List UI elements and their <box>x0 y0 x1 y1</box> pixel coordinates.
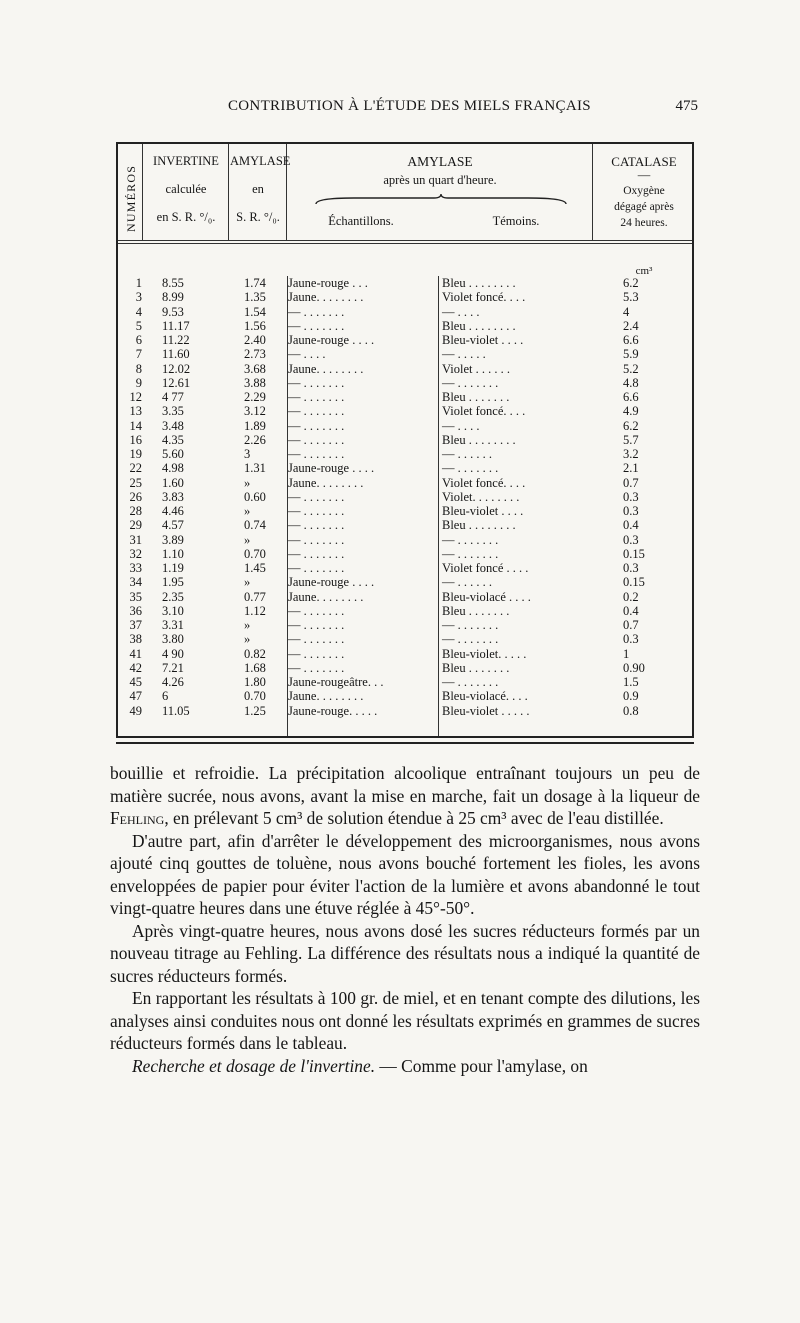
amylase-sr-value: 1.35 <box>244 290 266 305</box>
invertine-value: 8.99 <box>162 290 184 305</box>
row-number: 6 <box>135 333 142 347</box>
row-number: 28 <box>129 504 142 518</box>
col-header-amylase-sr-unit: S. R. °/₀. <box>236 210 280 224</box>
amylase-sr-value: » <box>244 618 251 632</box>
temoin-value: Bleu-violacé. . . . <box>442 689 528 704</box>
temoin-value: Bleu . . . . . . . <box>442 390 510 404</box>
row-number: 36 <box>129 603 142 618</box>
echantillon-value: — . . . . . . . <box>288 632 345 647</box>
echantillon-value: — . . . . . . . <box>288 660 345 675</box>
amylase-sr-value: 2.29 <box>244 390 266 404</box>
echantillon-value: Jaune-rouge . . . . <box>288 461 375 476</box>
echantillon-value: — . . . . . . . <box>288 561 345 575</box>
catalase-value: 0.7 <box>623 475 639 490</box>
col-header-catalase-sub: 24 heures. <box>620 217 668 229</box>
col-rule <box>228 144 229 240</box>
amylase-sr-value: » <box>244 575 251 590</box>
invertine-value: 2.35 <box>162 589 184 604</box>
paragraph: Recherche et dosage de l'invertine. — Comme pour l'amylase, on <box>132 1055 588 1076</box>
row-number: 42 <box>129 660 142 675</box>
amylase-sr-value: 3.12 <box>244 404 266 419</box>
invertine-value: 11.05 <box>162 703 190 718</box>
echantillon-value: — . . . . . . . <box>288 618 345 632</box>
temoin-value: Violet . . . . . . <box>442 361 510 376</box>
row-number: 4 <box>135 304 142 319</box>
temoin-value: Violet foncé . . . . <box>442 561 529 575</box>
row-number: 14 <box>129 418 142 433</box>
row-number: 38 <box>129 632 142 647</box>
temoin-value: Bleu . . . . . . . <box>442 603 510 618</box>
col-header-catalase-sub: Oxygène <box>623 185 665 197</box>
invertine-value: 1.95 <box>162 575 184 590</box>
catalase-value: 0.9 <box>623 689 639 704</box>
catalase-value: 0.90 <box>623 660 645 675</box>
catalase-value: 0.7 <box>623 618 639 632</box>
catalase-value: 0.15 <box>623 546 645 561</box>
invertine-value: 4.98 <box>162 461 184 476</box>
invertine-value: 11.22 <box>162 333 190 347</box>
catalase-value: 6.6 <box>623 390 639 404</box>
row-number: 7 <box>135 347 142 362</box>
row-number: 35 <box>129 589 142 604</box>
row-number: 9 <box>135 375 142 390</box>
row-number: 16 <box>129 432 142 447</box>
table-double-rule <box>116 742 694 744</box>
col-header-catalase-dash: — <box>637 168 651 182</box>
fehling-name: Fehling <box>110 808 165 828</box>
col-header-amylase-sr: AMYLASE <box>230 154 291 168</box>
row-number: 49 <box>129 703 142 718</box>
catalase-value: 0.3 <box>623 632 639 647</box>
amylase-sr-value: 1.54 <box>244 304 266 319</box>
temoin-value: Violet foncé. . . . <box>442 404 526 419</box>
amylase-sr-value: 1.45 <box>244 561 266 575</box>
catalase-value: 3.2 <box>623 447 639 461</box>
amylase-sr-value: 1.89 <box>244 418 266 433</box>
echantillon-value: — . . . . . . . <box>288 532 345 547</box>
catalase-value: 0.3 <box>623 489 639 504</box>
temoin-value: Violet foncé. . . . <box>442 475 526 490</box>
invertine-value: 11.60 <box>162 347 190 362</box>
temoin-value: — . . . . . . . <box>442 546 499 561</box>
catalase-value: 1 <box>623 646 630 661</box>
echantillon-value: Jaune. . . . . . . . <box>288 290 364 305</box>
echantillon-value: — . . . . . . . <box>288 375 345 390</box>
amylase-sr-value: 1.56 <box>244 318 266 333</box>
echantillon-value: — . . . . . . . <box>288 504 345 518</box>
row-number: 31 <box>129 532 142 547</box>
col-header-amylase-sr-sub: en <box>252 182 264 196</box>
row-number: 5 <box>135 318 142 333</box>
temoin-value: — . . . . . . . <box>442 461 499 476</box>
echantillon-value: — . . . . . . . <box>288 418 345 433</box>
echantillon-value: Jaune-rougeâtre. . . <box>288 675 384 689</box>
col-header-invertine-unit: en S. R. °/₀. <box>156 210 216 224</box>
page-number: 475 <box>675 98 698 114</box>
echantillon-value: Jaune-rouge. . . . . <box>288 703 378 718</box>
amylase-sr-value: 0.70 <box>244 689 266 704</box>
col-header-catalase-sub: dégagé après <box>614 201 674 213</box>
row-number: 12 <box>129 390 142 404</box>
data-table <box>116 142 694 738</box>
invertine-value: 6 <box>162 689 169 704</box>
invertine-value: 3.31 <box>162 618 184 632</box>
col-header-temoins: Témoins. <box>492 214 540 228</box>
catalase-value: 5.2 <box>623 361 639 376</box>
temoin-value: — . . . . <box>442 418 480 433</box>
row-number: 29 <box>129 518 142 533</box>
echantillon-value: Jaune-rouge . . . . <box>288 333 375 347</box>
echantillon-value: — . . . . . . . <box>288 603 345 618</box>
catalase-value: 0.4 <box>623 603 639 618</box>
amylase-sr-value: 1.80 <box>244 675 266 689</box>
invertine-value: 1.10 <box>162 546 184 561</box>
amylase-sr-value: 2.73 <box>244 347 266 362</box>
temoin-value: — . . . . . . <box>442 575 492 590</box>
row-number: 26 <box>129 489 142 504</box>
echantillon-value: Jaune. . . . . . . . <box>288 689 364 704</box>
echantillon-value: — . . . . . . . <box>288 546 345 561</box>
invertine-value: 8.55 <box>162 276 184 290</box>
row-number: 3 <box>135 290 142 305</box>
temoin-value: Bleu-violet . . . . <box>442 333 524 347</box>
invertine-value: 3.35 <box>162 404 184 419</box>
temoin-value: — . . . . <box>442 304 480 319</box>
catalase-value: 4.8 <box>623 375 639 390</box>
amylase-sr-value: 2.40 <box>244 333 266 347</box>
temoin-value: — . . . . . . . <box>442 675 499 689</box>
row-number: 33 <box>129 561 142 575</box>
echantillon-value: Jaune-rouge . . . . <box>288 575 375 590</box>
echantillon-value: Jaune. . . . . . . . <box>288 475 364 490</box>
amylase-sr-value: 3.88 <box>244 375 266 390</box>
row-number: 47 <box>129 689 142 704</box>
echantillon-value: — . . . . . . . <box>288 646 345 661</box>
row-number: 37 <box>129 618 142 632</box>
catalase-value: 5.7 <box>623 432 639 447</box>
echantillon-value: — . . . . . . . <box>288 447 345 461</box>
catalase-value: 6.2 <box>623 276 639 290</box>
col-header-numeros: NUMÉROS <box>124 164 138 232</box>
temoin-value: — . . . . . . . <box>442 532 499 547</box>
catalase-value: 2.4 <box>623 318 639 333</box>
temoin-value: — . . . . . . . <box>442 618 499 632</box>
temoin-value: Bleu . . . . . . . . <box>442 276 516 290</box>
invertine-value: 3.48 <box>162 418 184 433</box>
echantillon-value: — . . . . . . . <box>288 404 345 419</box>
catalase-value: 0.15 <box>623 575 645 590</box>
invertine-value: 1.19 <box>162 561 184 575</box>
amylase-sr-value: » <box>244 504 251 518</box>
col-rule <box>592 144 593 240</box>
amylase-sr-value: 0.60 <box>244 489 266 504</box>
col-header-invertine: INVERTINE <box>153 154 219 168</box>
header-rule <box>118 243 692 244</box>
row-number: 8 <box>135 361 142 376</box>
invertine-value: 4.57 <box>162 518 184 533</box>
amylase-sr-value: 3 <box>244 447 251 461</box>
row-number: 25 <box>129 475 142 490</box>
invertine-value: 3.10 <box>162 603 184 618</box>
amylase-sr-value: » <box>244 632 251 647</box>
echantillon-value: — . . . . . . . <box>288 489 345 504</box>
catalase-value: 0.8 <box>623 703 639 718</box>
temoin-value: — . . . . . . . <box>442 632 499 647</box>
amylase-sr-value: 0.70 <box>244 546 266 561</box>
section-heading: Recherche et dosage de l'invertine. <box>132 1055 376 1076</box>
invertine-value: 3.89 <box>162 532 184 547</box>
temoin-value: Bleu-violet . . . . <box>442 504 524 518</box>
row-number: 19 <box>129 447 142 461</box>
col-header-amylase: AMYLASE <box>407 154 473 169</box>
echantillon-value: — . . . . . . . <box>288 318 345 333</box>
col-rule <box>438 276 439 736</box>
temoin-value: Bleu . . . . . . . . <box>442 432 516 447</box>
col-header-amylase-sub: après un quart d'heure. <box>383 173 497 187</box>
header-title: CONTRIBUTION À L'ÉTUDE DES MIELS FRANÇAIS <box>228 98 591 114</box>
catalase-value: 0.4 <box>623 518 639 533</box>
catalase-value: 0.2 <box>623 589 639 604</box>
temoin-value: — . . . . . <box>442 347 486 362</box>
amylase-sr-value: » <box>244 475 251 490</box>
catalase-value: 6.6 <box>623 333 639 347</box>
temoin-value: Bleu . . . . . . . . <box>442 518 516 533</box>
running-header <box>110 98 710 122</box>
echantillon-value: Jaune. . . . . . . . <box>288 361 364 376</box>
row-number: 34 <box>129 575 142 590</box>
invertine-value: 7.21 <box>162 660 184 675</box>
invertine-value: 12.61 <box>162 375 191 390</box>
echantillon-value: Jaune. . . . . . . . <box>288 589 364 604</box>
catalase-value: 6.2 <box>623 418 639 433</box>
invertine-value: 4.26 <box>162 675 184 689</box>
invertine-value: 5.60 <box>162 447 184 461</box>
amylase-sr-value: 2.26 <box>244 432 266 447</box>
col-header-invertine-sub: calculée <box>165 182 207 196</box>
amylase-sr-value: 1.31 <box>244 461 266 476</box>
temoin-value: Violet foncé. . . . <box>442 290 526 305</box>
temoin-value: Bleu-violet. . . . . <box>442 646 527 661</box>
unit-cm3: cm³ <box>635 265 653 277</box>
paragraph: D'autre part, afin d'arrêter le développement des microorganismes, nous avons ajouté cinq gouttes de toluène, nous avons bouché fortement les fioles, les avons enveloppées de papier pour éviter l'action de la lumière et avons abandonné le tout vingt-quatre heures dans une étuve réglée à 45°-50°. <box>110 830 700 918</box>
paragraph: bouillie et refroidie. La précipitation alcoolique entraînant toujours un peu de matière sucrée, nous avons, avant la mise en marche, fait un dosage à la liqueur de Fehling, en prélevant 5 cm³ de solution étendue à 25 cm³ avec de l'eau distillée. <box>110 763 700 828</box>
row-number: 45 <box>129 675 142 689</box>
row-number: 1 <box>135 276 142 290</box>
row-number: 32 <box>129 546 142 561</box>
amylase-sr-value: 1.25 <box>244 703 266 718</box>
invertine-value: 4 90 <box>162 646 184 661</box>
echantillon-value: — . . . . <box>288 347 326 362</box>
catalase-value: 5.9 <box>623 347 639 362</box>
invertine-value: 4 77 <box>162 390 184 404</box>
echantillon-value: — . . . . . . . <box>288 390 345 404</box>
row-number: 41 <box>129 646 142 661</box>
invertine-value: 3.83 <box>162 489 184 504</box>
paragraph: Après vingt-quatre heures, nous avons dosé les sucres réducteurs formés par un nouveau titrage au Fehling. La différence des résultats nous a indiqué la quantité de sucres réducteurs formés. <box>110 920 700 986</box>
brace-icon <box>314 194 568 206</box>
invertine-value: 12.02 <box>162 361 191 376</box>
catalase-value: 0.3 <box>623 504 639 518</box>
amylase-sr-value: 0.82 <box>244 646 266 661</box>
catalase-value: 1.5 <box>623 675 639 689</box>
echantillon-value: — . . . . . . . <box>288 518 345 533</box>
row-number: 22 <box>129 461 142 476</box>
header-rule <box>118 240 692 241</box>
amylase-sr-value: 1.74 <box>244 276 266 290</box>
catalase-value: 0.3 <box>623 561 639 575</box>
temoin-value: — . . . . . . . <box>442 375 499 390</box>
temoin-value: — . . . . . . <box>442 447 492 461</box>
invertine-value: 4.35 <box>162 432 184 447</box>
invertine-value: 3.80 <box>162 632 184 647</box>
echantillon-value: Jaune-rouge . . . <box>288 276 368 290</box>
echantillon-value: — . . . . . . . <box>288 432 345 447</box>
catalase-value: 4 <box>623 304 630 319</box>
amylase-sr-value: 1.12 <box>244 603 266 618</box>
invertine-value: 11.17 <box>162 318 190 333</box>
amylase-sr-value: 1.68 <box>244 660 266 675</box>
row-number: 13 <box>129 404 142 419</box>
paragraph: En rapportant les résultats à 100 gr. de miel, et en tenant compte des dilutions, les analyses ainsi conduites nous ont donné les résultats exprimés en grammes de sucres réducteurs formés dans le tableau. <box>110 988 700 1053</box>
body-text <box>110 762 700 1077</box>
col-rule <box>142 144 143 240</box>
catalase-value: 0.3 <box>623 532 639 547</box>
invertine-value: 4.46 <box>162 504 184 518</box>
catalase-value: 4.9 <box>623 404 639 419</box>
amylase-sr-value: 0.74 <box>244 518 266 533</box>
echantillon-value: — . . . . . . . <box>288 304 345 319</box>
col-header-echantillons: Échantillons. <box>328 214 394 228</box>
invertine-value: 9.53 <box>162 304 184 319</box>
temoin-value: Bleu . . . . . . . <box>442 660 510 675</box>
catalase-value: 2.1 <box>623 461 639 476</box>
catalase-value: 5.3 <box>623 290 639 305</box>
temoin-value: Bleu-violet . . . . . <box>442 703 530 718</box>
temoin-value: Violet. . . . . . . . <box>442 489 520 504</box>
amylase-sr-value: 3.68 <box>244 361 266 376</box>
temoin-value: Bleu-violacé . . . . <box>442 589 531 604</box>
invertine-value: 1.60 <box>162 475 184 490</box>
temoin-value: Bleu . . . . . . . . <box>442 318 516 333</box>
amylase-sr-value: » <box>244 532 251 547</box>
amylase-sr-value: 0.77 <box>244 589 266 604</box>
col-header-catalase: CATALASE <box>611 154 677 169</box>
